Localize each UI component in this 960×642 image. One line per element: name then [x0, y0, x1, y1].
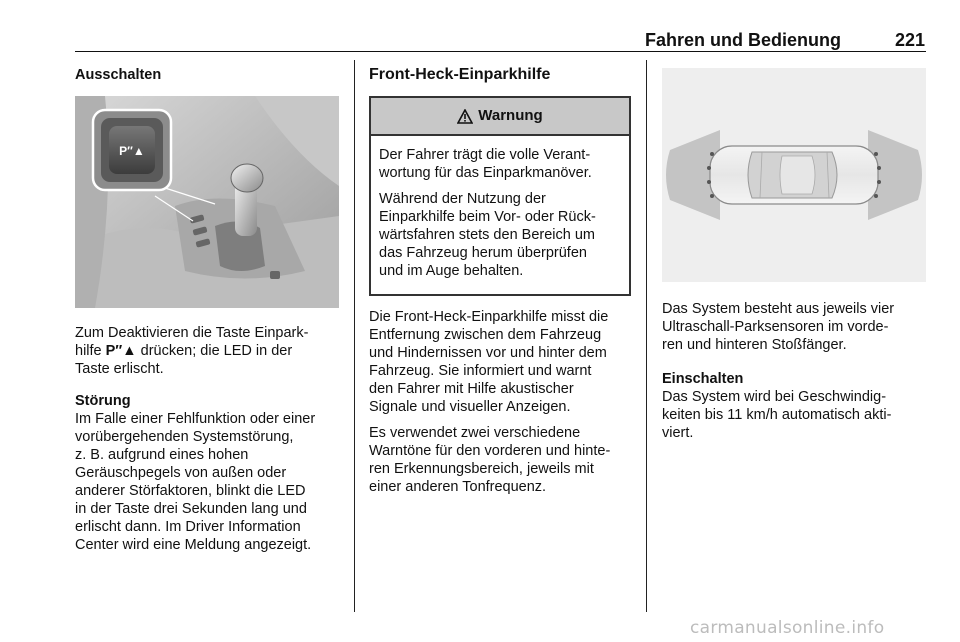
section-heading-stoerung: Störung [75, 393, 131, 409]
warning-title: Warnung [478, 107, 543, 124]
warning-triangle-icon [457, 109, 473, 124]
text-line: Das System wird bei Geschwindig- [662, 389, 887, 405]
warning-body [371, 136, 629, 294]
text-line: den Fahrer mit Hilfe akustischer [369, 381, 574, 397]
text-line: Während der Nutzung der [379, 191, 546, 207]
text-line: in der Taste drei Sekunden lang und [75, 501, 307, 517]
text-line: wärtsfahren stets den Bereich um [379, 227, 595, 243]
text-line: z. B. aufgrund eines hohen [75, 447, 249, 463]
column-divider-1 [354, 60, 355, 612]
section-heading-einschalten: Einschalten [662, 371, 744, 387]
text-line: ren und hinteren Stoßfänger. [662, 337, 847, 353]
text-line: wortung für das Einparkmanöver. [379, 165, 592, 181]
text-line: einer anderen Tonfrequenz. [369, 479, 547, 495]
page-number: 221 [894, 30, 925, 50]
text-line: Das System besteht aus jeweils vier [662, 301, 895, 317]
paragraph-fault [75, 410, 343, 554]
text-line: Entfernung zwischen dem Fahrzeug [369, 327, 602, 343]
text-line: drücken; die LED in der [140, 343, 293, 359]
warning-paragraph-1 [379, 146, 621, 182]
park-assist-button-symbol: P″▲ [119, 144, 145, 158]
text-line: Taste erlischt. [75, 361, 164, 377]
text-line: Einparkhilfe beim Vor- oder Rück- [379, 209, 596, 225]
warning-paragraph-2 [379, 190, 621, 280]
chapter-title: Fahren und Bedienung [645, 30, 841, 50]
text-line: ren Erkennungsbereich, jeweils mit [369, 461, 594, 477]
text-line: Im Falle einer Fehlfunktion oder einer [75, 411, 316, 427]
warning-box [369, 96, 631, 296]
section-title-front-rear-park-assist: Front-Heck-Einparkhilfe [369, 66, 551, 83]
text-line: Die Front-Heck-Einparkhilfe misst die [369, 309, 609, 325]
text-line: anderer Störfaktoren, blinkt die LED [75, 483, 306, 499]
column-3 [662, 62, 928, 442]
console-illustration [75, 96, 339, 308]
park-assist-symbol: P″▲ [105, 343, 137, 359]
paragraph-deactivate [75, 324, 343, 378]
car-topview-illustration [662, 68, 926, 282]
text-line: und im Auge behalten. [379, 263, 524, 279]
text-line: Der Fahrer trägt die volle Verant- [379, 147, 591, 163]
text-line: Fahrzeug. Sie informiert und warnt [369, 363, 592, 379]
text-line: Geräuschpegels von außen oder [75, 465, 287, 481]
text-line: Signale und visueller Anzeigen. [369, 399, 571, 415]
page-header [75, 28, 926, 52]
column-divider-2 [646, 60, 647, 612]
warning-triangle-shape [457, 109, 473, 124]
text-line: erlischt dann. Im Driver Information [75, 519, 301, 535]
warning-header [371, 98, 629, 136]
header-divider [75, 51, 926, 52]
text-line: hilfe [75, 343, 102, 359]
text-line: keiten bis 11 km/h automatisch akti- [662, 407, 892, 423]
paragraph-measurement [369, 308, 639, 416]
paragraph-warning-tones [369, 424, 639, 496]
text-line: Warntöne für den vorderen und hinte- [369, 443, 611, 459]
text-line: Zum Deaktivieren die Taste Einpark- [75, 325, 309, 341]
sensor-zones-illustration [662, 68, 926, 282]
text-line: Ultraschall-Parksensoren im vorde- [662, 319, 889, 335]
park-assist-button-illustration [75, 96, 339, 308]
column-2 [369, 62, 639, 496]
watermark-text: carmanualsonline.info [690, 618, 885, 638]
text-line: und Hindernissen vor und hinter dem [369, 345, 607, 361]
text-line: das Fahrzeug herum überprüfen [379, 245, 587, 261]
text-line: Center wird eine Meldung angezeigt. [75, 537, 312, 553]
text-line: vorübergehenden Systemstörung, [75, 429, 294, 445]
paragraph-activation [662, 388, 928, 442]
section-heading-ausschalten: Ausschalten [75, 67, 162, 83]
text-line: viert. [662, 425, 694, 441]
paragraph-system-components [662, 300, 928, 354]
text-line: Es verwendet zwei verschiedene [369, 425, 581, 441]
column-1 [75, 62, 343, 554]
